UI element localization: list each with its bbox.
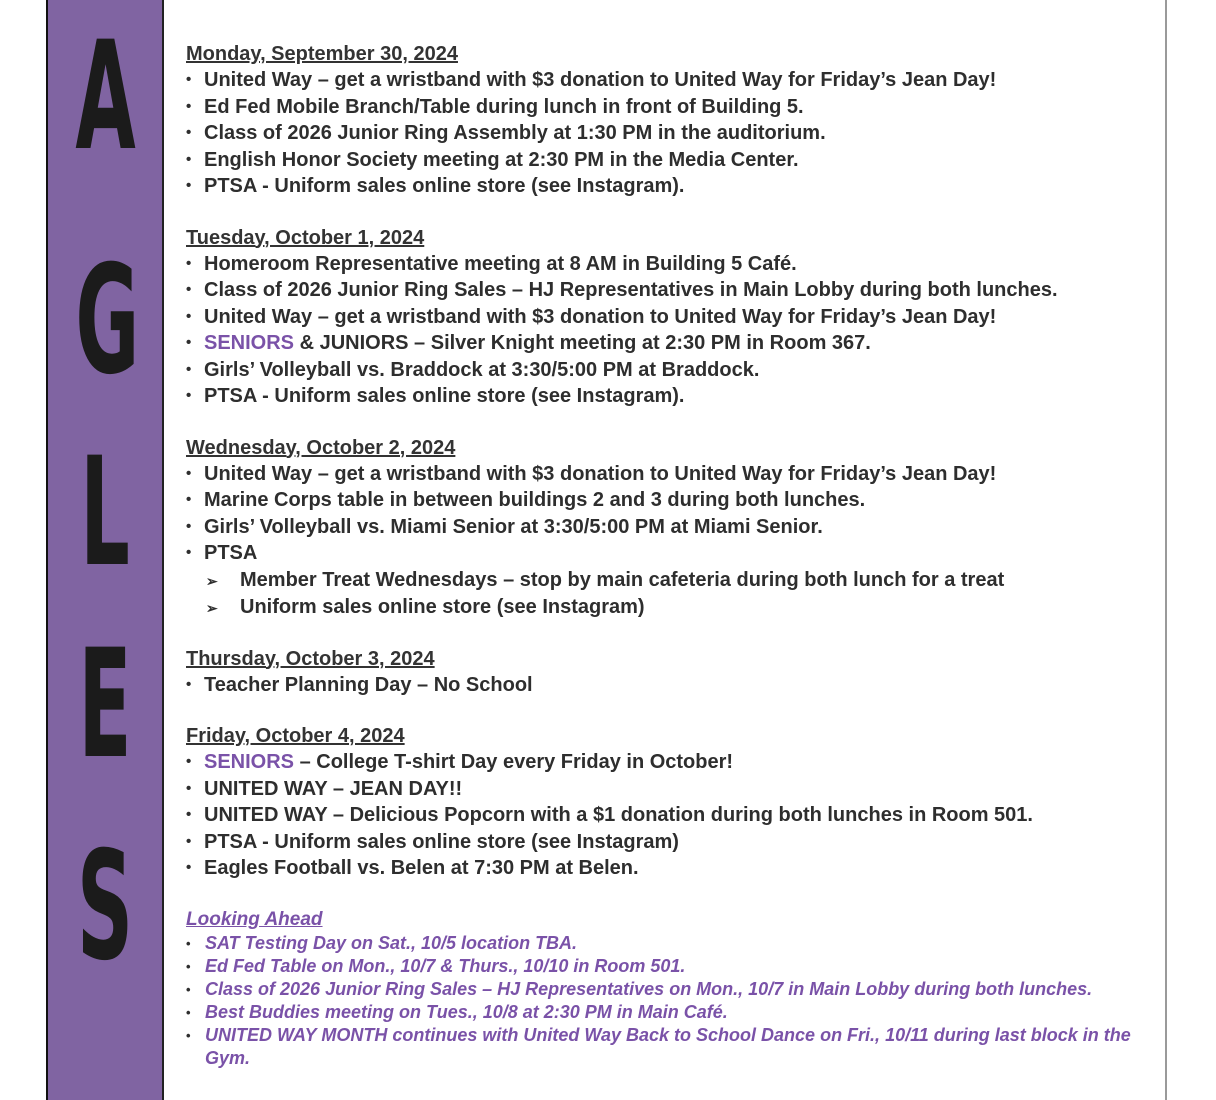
list-item: • SAT Testing Day on Sat., 10/5 location TBA. xyxy=(186,932,1135,955)
list-item: • United Way – get a wristband with $3 donation to United Way for Friday’s Jean Day! xyxy=(186,461,1156,488)
sub-list-item: ➢ Uniform sales online store (see Instagram) xyxy=(186,594,1156,621)
list-item: • PTSA - Uniform sales online store (see Instagram). xyxy=(186,173,1156,200)
list-item: • Homeroom Representative meeting at 8 AM in Building 5 Café. xyxy=(186,251,1156,278)
day-items xyxy=(186,749,1156,882)
list-item: • United Way – get a wristband with $3 donation to United Way for Friday’s Jean Day! xyxy=(186,67,1156,94)
day-date: Thursday, October 3, 2024 xyxy=(186,647,435,670)
banner-letter: A xyxy=(75,10,136,184)
sidebar-banner xyxy=(48,0,164,1100)
list-item: • SENIORS – College T-shirt Day every Friday in October! xyxy=(186,749,1156,776)
list-item: • English Honor Society meeting at 2:30 PM in the Media Center. xyxy=(186,147,1156,174)
list-item: • Class of 2026 Junior Ring Assembly at 1:30 PM in the auditorium. xyxy=(186,120,1156,147)
list-item: • UNITED WAY – Delicious Popcorn with a $1 donation during both lunches in Room 501. xyxy=(186,802,1156,829)
page-border-right xyxy=(1165,0,1167,1100)
looking-ahead-title: Looking Ahead xyxy=(186,908,323,930)
list-item: • PTSA - Uniform sales online store (see Instagram). xyxy=(186,383,1156,410)
day-items xyxy=(186,251,1156,410)
list-item: • Girls’ Volleyball vs. Miami Senior at 3:30/5:00 PM at Miami Senior. xyxy=(186,514,1156,541)
announcements-content xyxy=(186,42,1156,1070)
list-item: • Class of 2026 Junior Ring Sales – HJ Representatives in Main Lobby during both lunches. xyxy=(186,277,1156,304)
list-item: • Eagles Football vs. Belen at 7:30 PM at Belen. xyxy=(186,855,1156,882)
seniors-highlight: SENIORS xyxy=(204,332,295,354)
day-section xyxy=(186,42,1156,200)
sub-list-item: ➢ Member Treat Wednesdays – stop by main cafeteria during both lunch for a treat xyxy=(186,567,1156,594)
list-item: • United Way – get a wristband with $3 donation to United Way for Friday’s Jean Day! xyxy=(186,304,1156,331)
day-date: Friday, October 4, 2024 xyxy=(186,725,405,747)
day-date: Tuesday, October 1, 2024 xyxy=(186,226,425,249)
seniors-highlight: SENIORS xyxy=(204,751,295,773)
day-date: Monday, September 30, 2024 xyxy=(186,43,458,65)
day-date: Wednesday, October 2, 2024 xyxy=(186,436,456,459)
list-item: • Ed Fed Table on Mon., 10/7 & Thurs., 10/10 in Room 501. xyxy=(186,955,1135,978)
banner-letter: L xyxy=(80,426,130,600)
list-item: • UNITED WAY – JEAN DAY!! xyxy=(186,776,1156,803)
banner-letter: E xyxy=(78,618,132,792)
list-item: • PTSA - Uniform sales online store (see Instagram) xyxy=(186,829,1156,856)
looking-ahead-items xyxy=(186,932,1156,1070)
looking-ahead-section xyxy=(186,908,1156,1070)
list-item: • Class of 2026 Junior Ring Sales – HJ Representatives on Mon., 10/7 in Main Lobby during both lunches. xyxy=(186,978,1135,1001)
day-section xyxy=(186,436,1156,621)
list-item: • UNITED WAY MONTH continues with United Way Back to School Dance on Fri., 10/11 during last block in the Gym. xyxy=(186,1024,1135,1070)
list-item: • PTSA xyxy=(186,540,1156,567)
list-item: • Marine Corps table in between buildings 2 and 3 during both lunches. xyxy=(186,487,1156,514)
day-items xyxy=(186,461,1156,567)
list-item: • Girls’ Volleyball vs. Braddock at 3:30/5:00 PM at Braddock. xyxy=(186,357,1156,384)
day-section xyxy=(186,647,1156,699)
list-item: • SENIORS & JUNIORS – Silver Knight meeting at 2:30 PM in Room 367. xyxy=(186,330,1156,357)
day-items xyxy=(186,67,1156,200)
list-item: • Teacher Planning Day – No School xyxy=(186,672,1156,699)
banner-letter: S xyxy=(76,820,134,994)
list-item: • Best Buddies meeting on Tues., 10/8 at 2:30 PM in Main Café. xyxy=(186,1001,1135,1024)
day-section xyxy=(186,724,1156,882)
day-section xyxy=(186,226,1156,410)
day-items xyxy=(186,672,1156,699)
arrow-bullet-icon: ➢ xyxy=(206,572,218,589)
banner-letter: G xyxy=(75,234,140,408)
list-item: • Ed Fed Mobile Branch/Table during lunch in front of Building 5. xyxy=(186,94,1156,121)
arrow-bullet-icon: ➢ xyxy=(206,599,218,616)
sub-items xyxy=(186,567,1156,621)
